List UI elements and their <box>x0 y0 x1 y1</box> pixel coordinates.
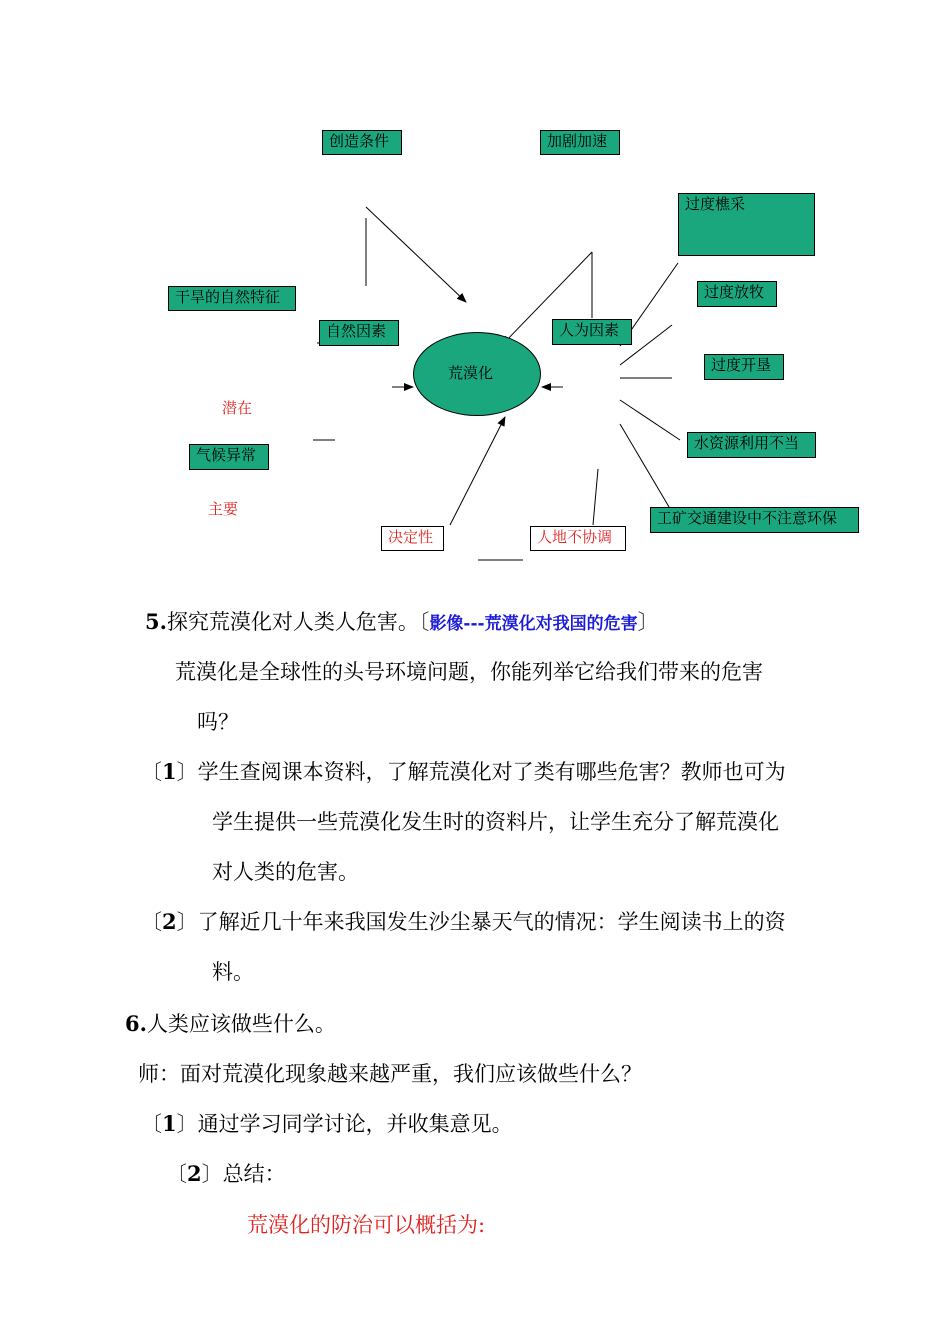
item-2-line-2: 料。 <box>212 960 254 984</box>
diagram-connectors <box>0 0 942 580</box>
section-5-number: 5. <box>145 609 167 634</box>
item-1-number: 1 <box>162 759 177 784</box>
item-4-open: 〔 <box>166 1162 187 1186</box>
item-3 <box>141 1110 513 1138</box>
para-1-line-2: 吗？ <box>197 710 239 734</box>
item-1-line-2: 学生提供一些荒漠化发生时的资料片，让学生充分了解荒漠化 <box>212 810 779 834</box>
item-3-open: 〔 <box>141 1112 162 1136</box>
box-over-grazing: 过度放牧 <box>697 281 777 307</box>
box-natural-factors: 自然因素 <box>319 320 399 346</box>
line-to-water <box>620 400 680 440</box>
item-3-number: 1 <box>162 1111 177 1136</box>
section-6-title: 人类应该做些什么。 <box>146 1012 336 1036</box>
item-4 <box>166 1160 286 1188</box>
arrow-create-to-center <box>366 207 466 302</box>
box-climate-anomaly: 气候异常 <box>189 444 269 470</box>
media-link[interactable]: 影像---荒漠化对我国的危害 <box>429 614 638 634</box>
label-potential: 潜在 <box>222 399 253 417</box>
box-over-cultivation: 过度开垦 <box>704 354 784 380</box>
box-human-land-imbalance: 人地不协调 <box>530 526 626 551</box>
section-5-close: 〕 <box>637 610 659 634</box>
item-1-open: 〔 <box>141 760 162 784</box>
desertification-cause-diagram <box>0 0 942 580</box>
box-industry-construction: 工矿交通建设中不注意环保 <box>650 507 859 533</box>
section-6-heading <box>125 1010 336 1038</box>
arrow-decisive-to-center <box>450 417 505 525</box>
box-human-factors: 人为因素 <box>552 319 632 345</box>
box-water-misuse: 水资源利用不当 <box>687 432 816 458</box>
item-2-line-1 <box>141 908 786 936</box>
box-create-conditions: 创造条件 <box>322 130 402 155</box>
box-over-cutting: 过度樵采 <box>678 193 815 256</box>
item-3-text: 〕通过学习同学讨论，并收集意见。 <box>176 1112 513 1136</box>
label-main: 主要 <box>208 500 239 518</box>
summary-heading: 荒漠化的防治可以概括为: <box>247 1213 486 1237</box>
item-4-text: 〕总结： <box>201 1162 286 1186</box>
item-2-open: 〔 <box>141 910 162 934</box>
item-1-line-3: 对人类的危害。 <box>212 860 359 884</box>
box-decisive: 决定性 <box>381 526 444 551</box>
section-5-heading <box>145 608 659 638</box>
item-2-number: 2 <box>162 909 177 934</box>
center-ellipse <box>413 332 541 416</box>
item-1-line-1 <box>141 758 786 786</box>
box-intensify: 加剧加速 <box>540 130 620 155</box>
para-1-line-1: 荒漠化是全球性的头号环境问题，你能列举它给我们带来的危害 <box>175 660 763 684</box>
line-to-industry <box>620 424 672 512</box>
center-label: 荒漠化 <box>448 364 494 382</box>
section-5-title: 探究荒漠化对人类人危害。〔 <box>166 610 430 634</box>
line-imbalance <box>593 469 598 525</box>
item-1-text: 〕学生查阅课本资料，了解荒漠化对了类有哪些危害？教师也可为 <box>176 760 786 784</box>
item-2-text: 〕了解近几十年来我国发生沙尘暴天气的情况：学生阅读书上的资 <box>176 910 786 934</box>
box-arid-nature: 干旱的自然特征 <box>168 286 296 311</box>
teacher-question: 师：面对荒漠化现象越来越严重，我们应该做些什么？ <box>138 1062 642 1086</box>
section-6-number: 6. <box>125 1011 147 1036</box>
item-4-number: 2 <box>187 1161 202 1186</box>
